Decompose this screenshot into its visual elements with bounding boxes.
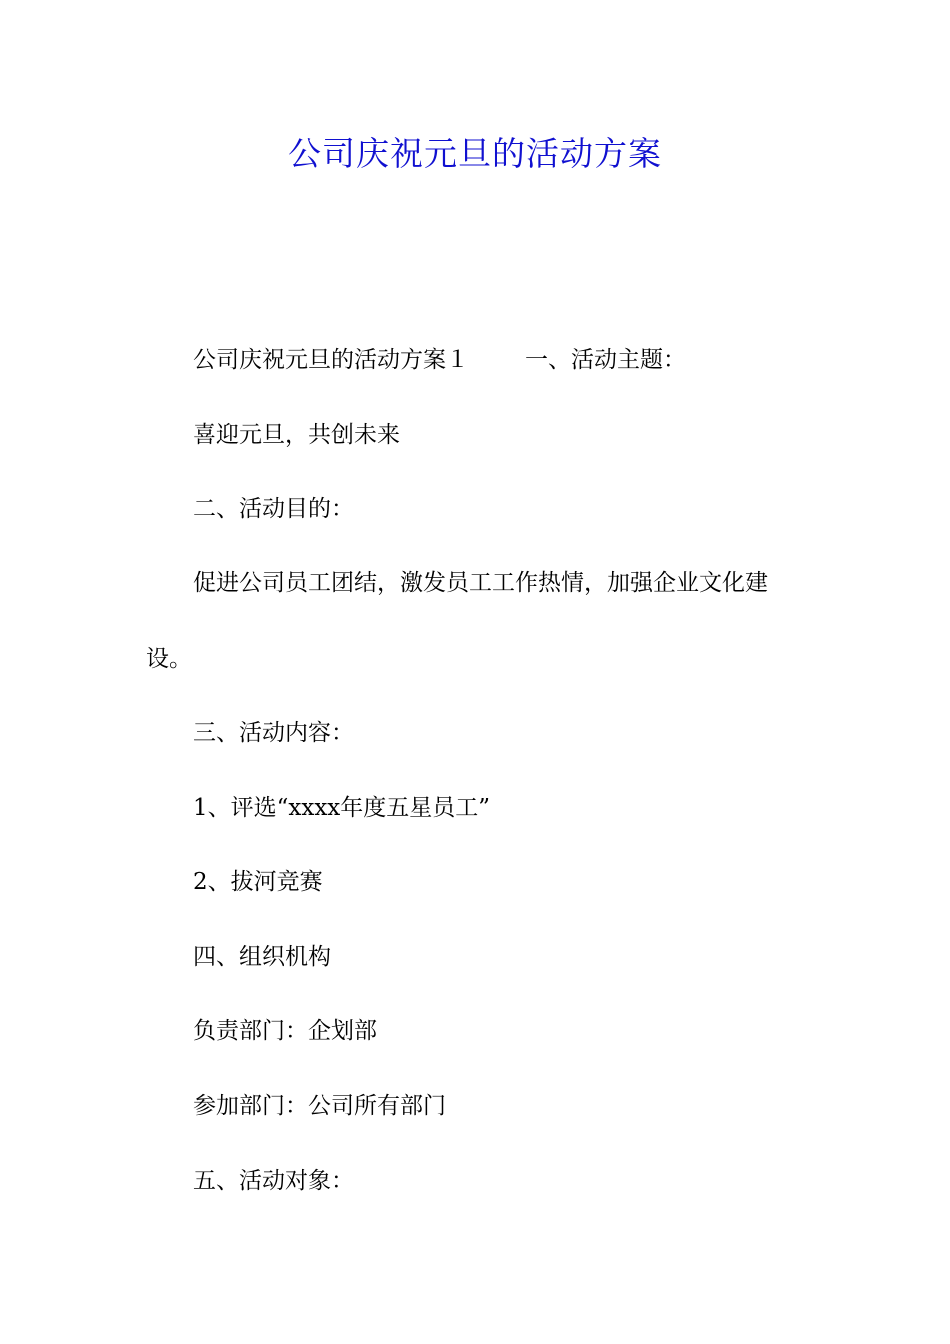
- paragraph-purpose-line2: 设。: [146, 646, 192, 672]
- section-heading-organization: 四、组织机构: [193, 944, 331, 970]
- paragraph-heading-theme: [146, 342, 857, 378]
- section-heading-content: 三、活动内容：: [193, 720, 354, 746]
- list-item-content-2: 2、拔河竞赛: [193, 869, 323, 895]
- section-heading-theme: 一、活动主题：: [525, 347, 686, 373]
- section-heading-purpose: 二、活动目的：: [193, 496, 354, 522]
- list-item-content-1: 1、评选“xxxx年度五星员工”: [193, 795, 491, 821]
- paragraph-theme-text: 喜迎元旦，共创未来: [193, 422, 400, 448]
- paragraph-participating-dept: 参加部门：公司所有部门: [193, 1093, 446, 1119]
- paragraph-purpose-line1: 促进公司员工团结，激发员工工作热情，加强企业文化建: [193, 570, 768, 596]
- document-title: 公司庆祝元旦的活动方案: [288, 134, 662, 173]
- section-heading-audience: 五、活动对象：: [193, 1168, 354, 1194]
- paragraph-responsible-dept: 负责部门：企划部: [193, 1018, 377, 1044]
- plan-number-label: 公司庆祝元旦的活动方案１: [193, 347, 469, 373]
